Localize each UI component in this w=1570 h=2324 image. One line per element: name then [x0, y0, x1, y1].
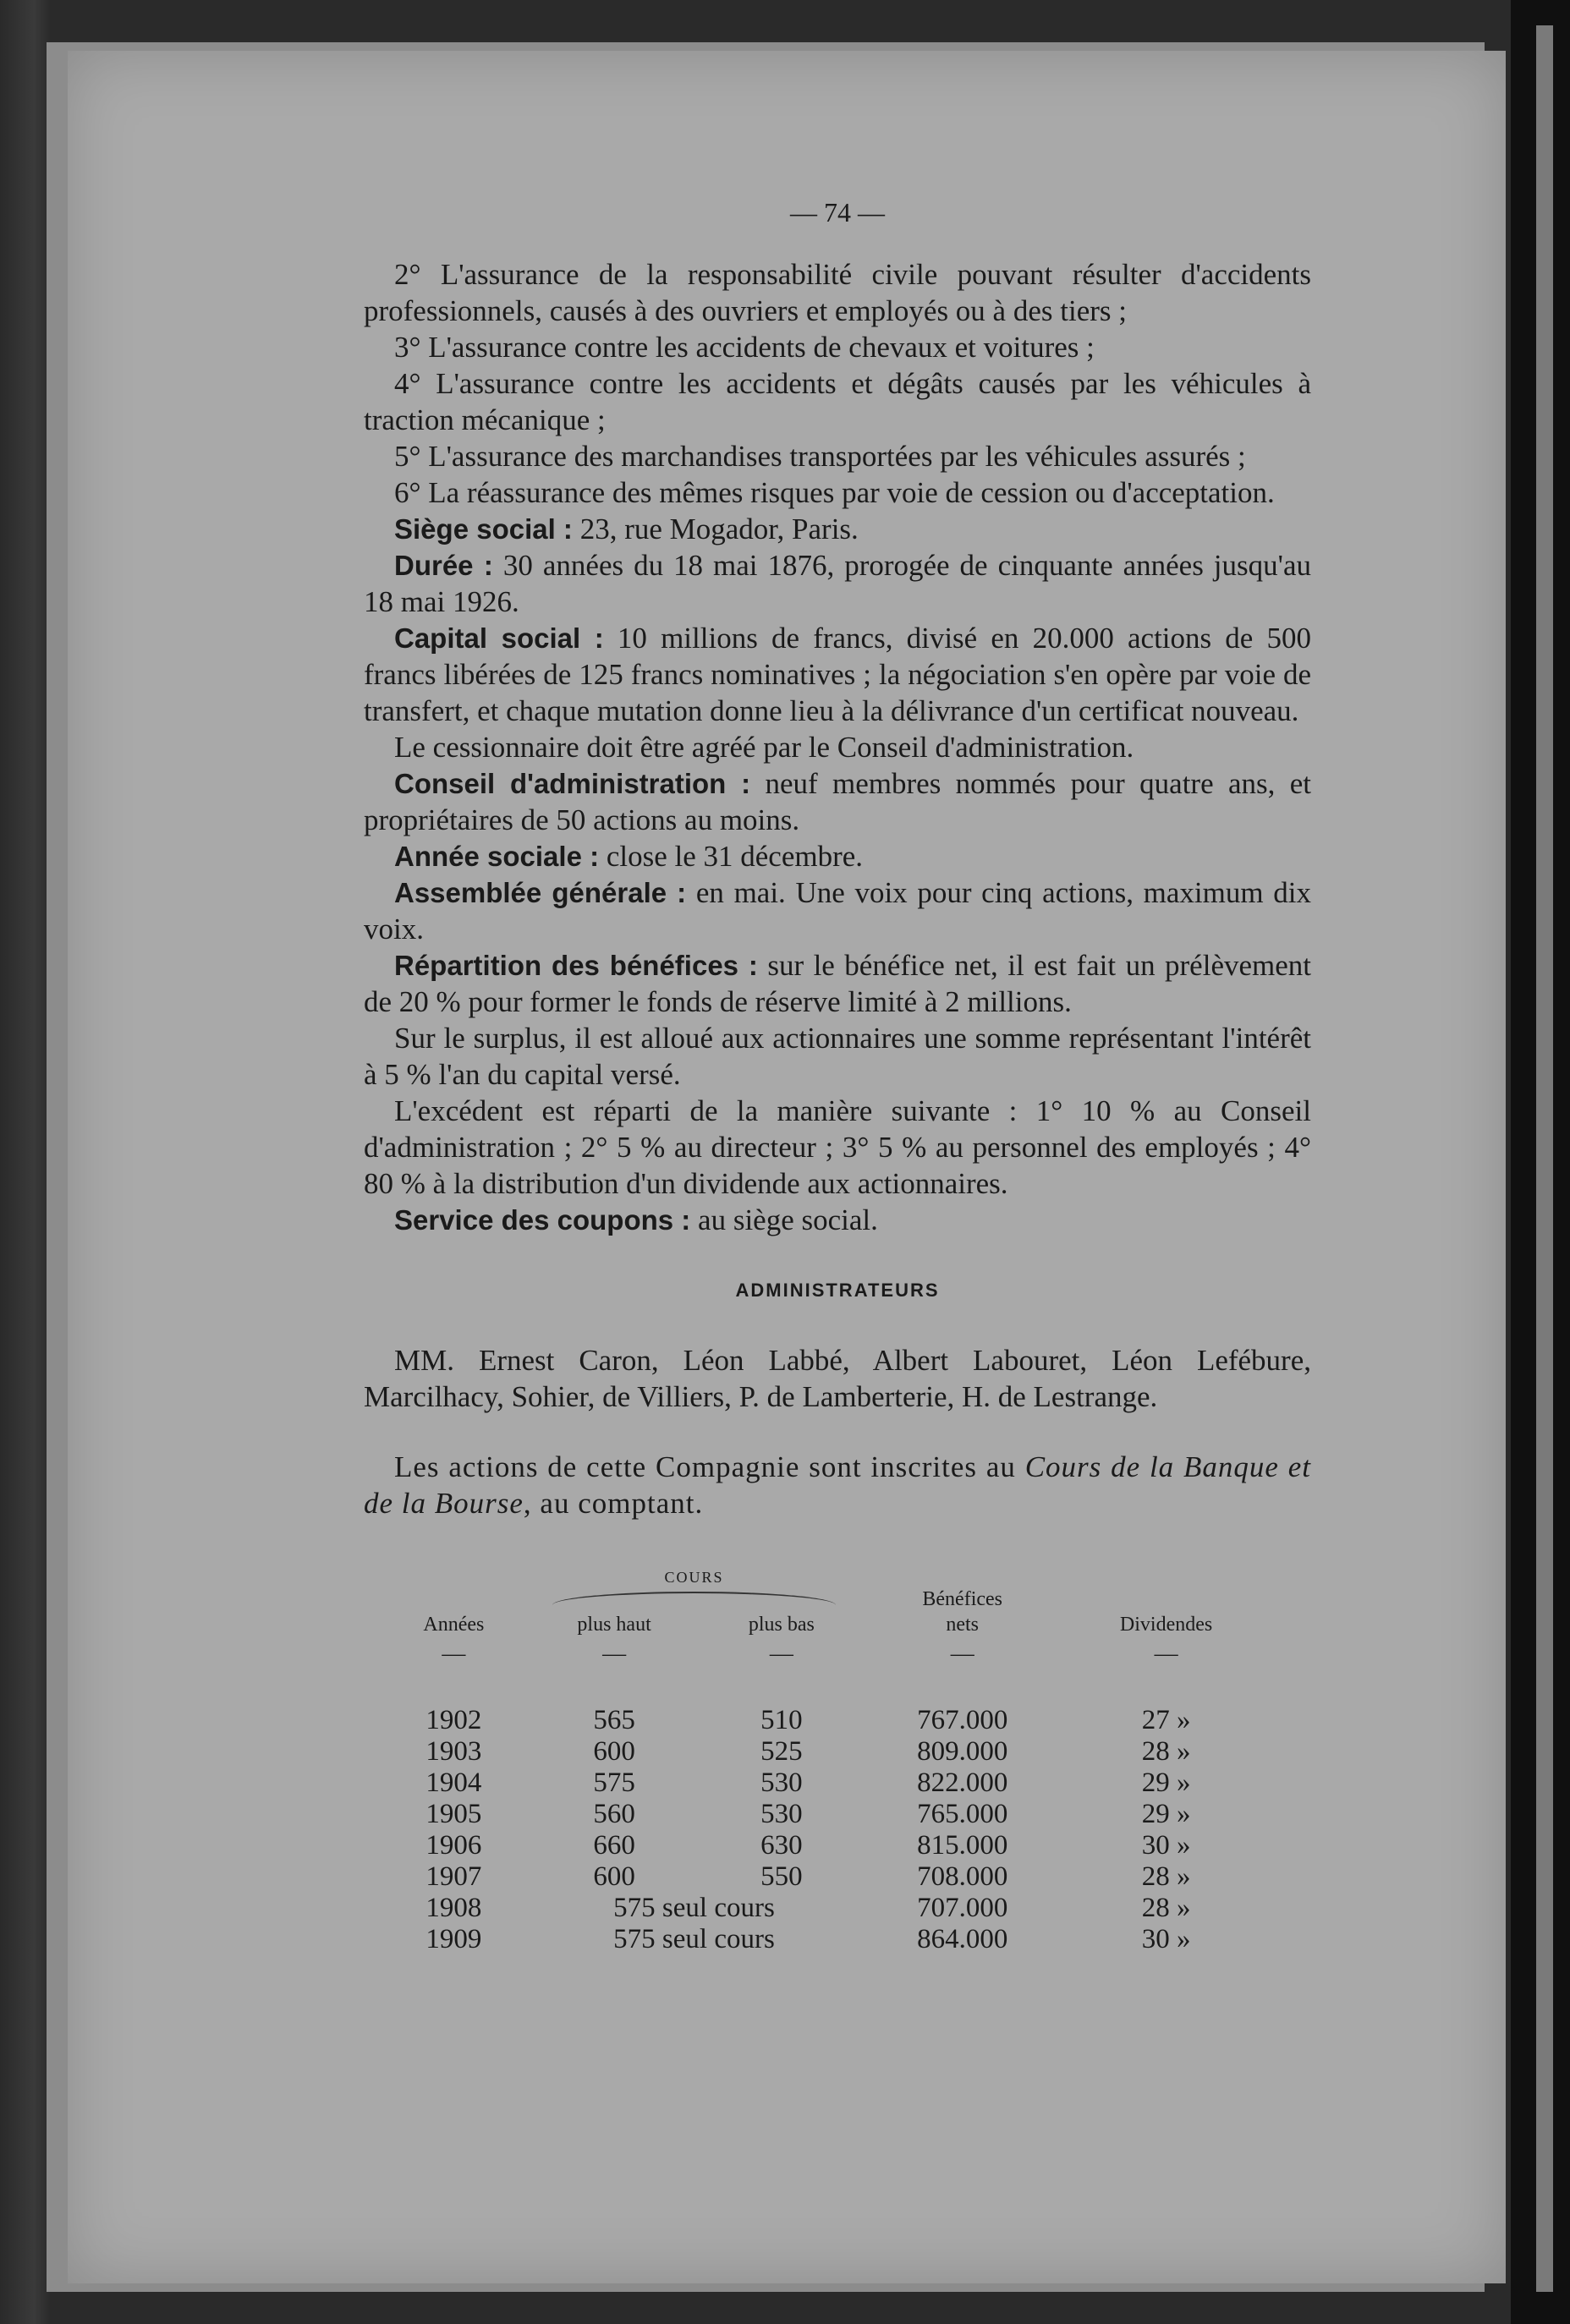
- cell-plus-haut: 565: [593, 1705, 635, 1735]
- benefices-line-1: Bénéfices: [922, 1588, 1003, 1610]
- capital-text: 10 millions de francs, divisé en 20.000 actions de 500 francs libérées de 125 francs nominatives ; la négociation s'en opère par voie de transfert, et chaque mutation donne lieu à la délivrance d'un certificat nouveau.: [364, 622, 1312, 727]
- service-text: au siège social.: [690, 1203, 878, 1236]
- cell-plus-bas: 550: [760, 1861, 803, 1892]
- conseil-text: neuf membres nommés pour quatre ans, et propriétaires de 50 actions au moins.: [364, 767, 1311, 836]
- paragraph-item-6: 6° La réassurance des mêmes risques par voie de cession ou d'acceptation.: [394, 476, 1275, 509]
- header-annees: Années: [423, 1614, 485, 1636]
- duree-text: 30 années du 18 mai 1876, prorogée de cinquante années jusqu'au 18 mai 1926.: [364, 549, 1311, 618]
- dash: —: [950, 1641, 974, 1667]
- paragraph-item-3: 3° L'assurance contre les accidents de chevaux et voitures ;: [394, 331, 1095, 364]
- cours-brace: [552, 1592, 837, 1605]
- header-plus-haut: plus haut: [577, 1614, 651, 1636]
- assemblee-text: en mai. Une voix pour cinq actions, maximum dix voix.: [364, 876, 1311, 945]
- cell-dividende: 29 »: [1141, 1768, 1191, 1798]
- paragraph-item-5: 5° L'assurance des marchandises transportées par les véhicules assurés ;: [394, 440, 1246, 473]
- page-content: [364, 195, 1311, 1955]
- table-dash-row: [381, 1637, 1269, 1671]
- cell-dividende: 28 »: [1141, 1861, 1191, 1892]
- quotation-note: [364, 1449, 1311, 1521]
- table-body: [381, 1705, 1269, 1955]
- cell-benefices: 767.000: [917, 1705, 1008, 1735]
- repartition-label: Répartition des bénéfices :: [394, 950, 758, 981]
- cell-annee: 1908: [425, 1893, 482, 1923]
- cell-dividende: 30 »: [1141, 1830, 1191, 1861]
- table-row: [381, 1736, 1269, 1768]
- header-cours: [527, 1564, 862, 1612]
- conseil: [364, 765, 1311, 838]
- administrateurs-heading: ADMINISTRATEURS: [735, 1280, 940, 1301]
- header-dividendes: Dividendes: [1119, 1614, 1213, 1636]
- cell-benefices: 815.000: [917, 1830, 1008, 1861]
- note-after: , au comptant.: [523, 1487, 704, 1520]
- annee-text: close le 31 décembre.: [599, 840, 864, 873]
- cell-annee: 1905: [425, 1799, 482, 1829]
- cell-dividende: 28 »: [1141, 1893, 1191, 1923]
- note-italic: Cours de la Banque et de la Bourse: [364, 1450, 1311, 1520]
- cell-annee: 1903: [425, 1736, 482, 1767]
- capital-label: Capital social :: [394, 622, 604, 654]
- cell-annee: 1906: [425, 1830, 482, 1861]
- cell-benefices: 765.000: [917, 1799, 1008, 1829]
- cell-plus-haut: 560: [593, 1799, 635, 1829]
- siege-text: 23, rue Mogador, Paris.: [572, 512, 859, 545]
- assemblee-generale: [364, 874, 1311, 947]
- siege-label: Siège social :: [394, 513, 573, 545]
- table-row: [381, 1924, 1269, 1955]
- paragraph-item-2: 2° L'assurance de la responsabilité civile pouvant résulter d'accidents professionnels, causés à des ouvriers et employés ou à des tiers ;: [364, 258, 1311, 327]
- cell-plus-haut: 575: [593, 1768, 635, 1798]
- table-row: [381, 1893, 1269, 1924]
- cell-dividende: 30 »: [1141, 1924, 1191, 1954]
- cell-plus-haut: 600: [593, 1736, 635, 1767]
- cell-seul-cours: 575 seul cours: [613, 1893, 775, 1923]
- cell-plus-bas: 630: [760, 1830, 803, 1861]
- cell-seul-cours: 575 seul cours: [613, 1924, 775, 1954]
- benefices-line-2: nets: [946, 1614, 980, 1636]
- cell-plus-bas: 530: [760, 1799, 803, 1829]
- excedent: L'excédent est réparti de la manière suivante : 1° 10 % au Conseil d'administration ; 2° 5 % au directeur ; 3° 5 % au personnel des employés ; 4° 80 % à la distribution d'un dividende aux actionnaires.: [364, 1094, 1311, 1200]
- table-row: [381, 1861, 1269, 1893]
- repartition-text: sur le bénéfice net, il est fait un prélèvement de 20 % pour former le fonds de réserve limité à 2 millions.: [364, 949, 1311, 1018]
- table-row: [381, 1705, 1269, 1736]
- table-row: [381, 1768, 1269, 1799]
- cell-benefices: 822.000: [917, 1768, 1008, 1798]
- cell-annee: 1902: [425, 1705, 482, 1735]
- assemblee-label: Assemblée générale :: [394, 877, 687, 908]
- administrateurs-list: MM. Ernest Caron, Léon Labbé, Albert Labouret, Léon Lefébure, Marcilhacy, Sohier, de Villiers, P. de Lamberterie, H. de Lestrange.: [364, 1344, 1311, 1413]
- capital-social: [364, 620, 1311, 729]
- surplus: Sur le surplus, il est alloué aux actionnaires une somme représentant l'intérêt à 5 % l'an du capital versé.: [364, 1022, 1311, 1091]
- service-label: Service des coupons :: [394, 1204, 691, 1236]
- paragraph-item-4: 4° L'assurance contre les accidents et dégâts causés par les véhicules à traction mécanique ;: [364, 367, 1311, 436]
- cell-annee: 1904: [425, 1768, 482, 1798]
- siege-social: [364, 511, 1311, 547]
- cell-benefices: 809.000: [917, 1736, 1008, 1767]
- cell-dividende: 29 »: [1141, 1799, 1191, 1829]
- cell-plus-haut: 600: [593, 1861, 635, 1892]
- page-number: — 74 —: [790, 197, 885, 227]
- cell-plus-haut: 660: [593, 1830, 635, 1861]
- header-plus-bas: plus bas: [748, 1614, 815, 1636]
- table-spacer: [381, 1671, 1269, 1705]
- dash: —: [1154, 1641, 1178, 1667]
- quotations-table: [381, 1564, 1269, 1955]
- cell-annee: 1909: [425, 1924, 482, 1954]
- adjacent-page-edge: [1536, 25, 1553, 2292]
- dash: —: [769, 1641, 793, 1667]
- header-benefices: [861, 1564, 1063, 1637]
- cell-benefices: 864.000: [917, 1924, 1008, 1954]
- dash: —: [442, 1641, 466, 1667]
- table-row: [381, 1830, 1269, 1861]
- dash: —: [602, 1641, 627, 1667]
- cell-dividende: 27 »: [1141, 1705, 1191, 1735]
- cell-annee: 1907: [425, 1861, 482, 1892]
- conseil-label: Conseil d'administration :: [394, 768, 751, 799]
- cours-label: COURS: [664, 1569, 724, 1586]
- cell-plus-bas: 530: [760, 1768, 803, 1798]
- cell-plus-bas: 525: [760, 1736, 803, 1767]
- duree-label: Durée :: [394, 550, 493, 581]
- annee-label: Année sociale :: [394, 841, 600, 872]
- annee-sociale: [364, 838, 1311, 874]
- cell-benefices: 708.000: [917, 1861, 1008, 1892]
- cell-benefices: 707.000: [917, 1893, 1008, 1923]
- cell-plus-bas: 510: [760, 1705, 803, 1735]
- duree: [364, 547, 1311, 620]
- note-before: Les actions de cette Compagnie sont inscrites au: [394, 1450, 1025, 1483]
- repartition: [364, 947, 1311, 1020]
- cell-dividende: 28 »: [1141, 1736, 1191, 1767]
- table-row: [381, 1799, 1269, 1830]
- table-header-row: [381, 1564, 1269, 1612]
- service-coupons: [364, 1202, 1311, 1238]
- capital-note: Le cessionnaire doit être agréé par le Conseil d'administration.: [394, 731, 1134, 764]
